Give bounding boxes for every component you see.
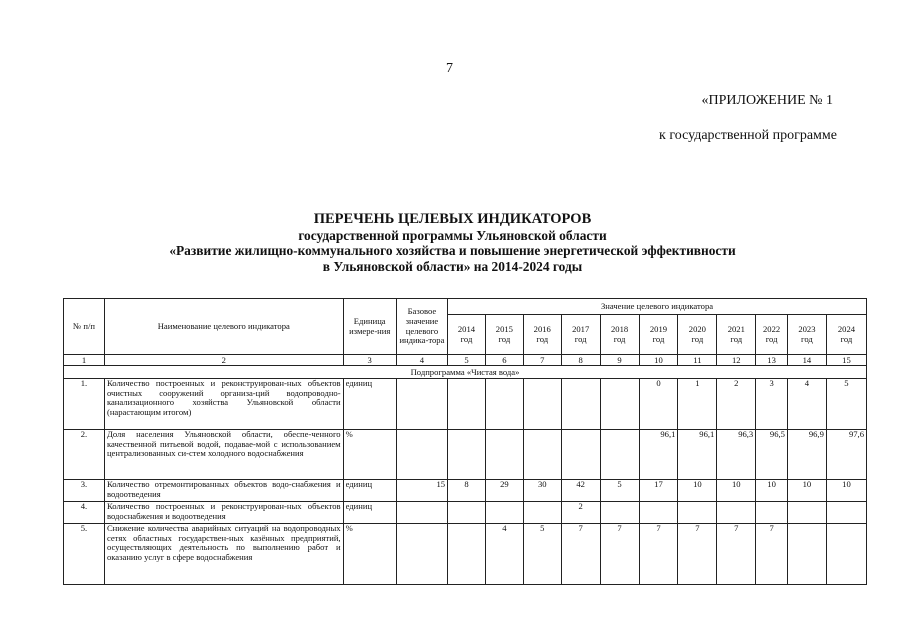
indicator-name: Доля населения Ульяновской области, обеспе-ченного качественной питьевой водой, подавае-мой с использованием централизованных си-стем холодного водоснабжения xyxy=(104,430,343,480)
header-year-2021 xyxy=(717,315,756,355)
header-year-suffix: год xyxy=(730,333,743,344)
year-value xyxy=(485,430,523,480)
title-line-3: «Развитие жилищно-коммунального хозяйства и повышение энергетической эффективности xyxy=(169,243,736,258)
header-year-suffix: год xyxy=(765,333,778,344)
column-number: 9 xyxy=(600,355,639,366)
column-number: 7 xyxy=(523,355,561,366)
year-value: 17 xyxy=(639,480,678,502)
year-value xyxy=(448,430,486,480)
year-value: 5 xyxy=(826,379,866,430)
header-year-2019 xyxy=(639,315,678,355)
year-value xyxy=(826,524,866,585)
year-value: 29 xyxy=(485,480,523,502)
year-value xyxy=(523,430,561,480)
column-number: 10 xyxy=(639,355,678,366)
column-number: 8 xyxy=(561,355,600,366)
row-number: 2. xyxy=(64,430,105,480)
year-value: 96,9 xyxy=(787,430,826,480)
year-value xyxy=(485,502,523,524)
header-base: Базовое значение целевого индика-тора xyxy=(396,299,447,355)
year-value xyxy=(639,502,678,524)
header-year-suffix: год xyxy=(801,333,813,344)
header-num: № п/п xyxy=(64,299,105,355)
year-value: 96,5 xyxy=(756,430,788,480)
column-number: 12 xyxy=(717,355,756,366)
header-year-value: 2016 xyxy=(533,323,551,334)
year-value: 1 xyxy=(678,379,717,430)
year-value: 3 xyxy=(756,379,788,430)
header-year-2015 xyxy=(485,315,523,355)
header-year-suffix: год xyxy=(498,333,511,344)
indicator-name: Количество построенных и реконструирован-ных объектов водоснабжения и водоотведения xyxy=(104,502,343,524)
year-value xyxy=(561,430,600,480)
header-year-value: 2022 xyxy=(763,323,781,334)
unit-cell: единиц xyxy=(343,502,396,524)
year-value: 96,1 xyxy=(678,430,717,480)
year-value: 5 xyxy=(600,480,639,502)
year-value xyxy=(826,502,866,524)
base-value: 15 xyxy=(396,480,447,502)
indicator-name: Снижение количества аварийных ситуаций на водопроводных сетях областных государствен-ных казённых предприятий, осуществляющих деятельность по выполнению работ и оказанию услуг в сфере водоснабжения xyxy=(104,524,343,585)
header-year-suffix: год xyxy=(613,333,626,344)
base-value xyxy=(396,524,447,585)
base-value xyxy=(396,430,447,480)
year-value: 30 xyxy=(523,480,561,502)
year-value xyxy=(448,524,486,585)
column-number: 13 xyxy=(756,355,788,366)
base-value xyxy=(396,502,447,524)
header-year-2014 xyxy=(448,315,486,355)
header-year-suffix: год xyxy=(460,333,473,344)
document-title xyxy=(0,212,905,274)
year-value xyxy=(523,502,561,524)
header-name: Наименование целевого индикатора xyxy=(104,299,343,355)
year-value xyxy=(756,502,788,524)
page-number: 7 xyxy=(446,61,453,76)
indicators-table xyxy=(63,298,867,585)
header-year-value: 2021 xyxy=(727,323,745,334)
indicator-name: Количество построенных и реконструирован-ных объектов очистных сооружений организа-ций водопроводно-канализационного хозяйства Ульяновской области (нарастающим итогом) xyxy=(104,379,343,430)
header-year-2023 xyxy=(787,315,826,355)
year-value xyxy=(600,430,639,480)
column-number: 4 xyxy=(396,355,447,366)
year-value: 10 xyxy=(826,480,866,502)
table-row xyxy=(64,480,867,502)
year-value: 7 xyxy=(600,524,639,585)
year-value xyxy=(561,379,600,430)
header-year-2020 xyxy=(678,315,717,355)
title-line-2: государственной программы Ульяновской области xyxy=(298,227,607,243)
row-number: 1. xyxy=(64,379,105,430)
year-value xyxy=(448,379,486,430)
year-value: 2 xyxy=(561,502,600,524)
header-year-2022 xyxy=(756,315,788,355)
year-value: 7 xyxy=(639,524,678,585)
unit-cell: % xyxy=(343,430,396,480)
year-value: 10 xyxy=(787,480,826,502)
header-year-value: 2018 xyxy=(610,323,629,334)
year-value: 96,3 xyxy=(717,430,756,480)
column-number: 2 xyxy=(104,355,343,366)
year-value xyxy=(600,502,639,524)
header-year-value: 2017 xyxy=(572,323,590,334)
year-value: 42 xyxy=(561,480,600,502)
base-value xyxy=(396,379,447,430)
year-value xyxy=(523,379,561,430)
year-value: 4 xyxy=(485,524,523,585)
column-number: 5 xyxy=(448,355,486,366)
header-unit: Единица измере-ния xyxy=(343,299,396,355)
header-year-suffix: год xyxy=(691,333,704,344)
header-year-value: 2015 xyxy=(495,323,513,334)
appendix-subtitle: к государственной программе xyxy=(659,128,837,143)
header-year-2018 xyxy=(600,315,639,355)
year-value: 0 xyxy=(639,379,678,430)
row-number: 4. xyxy=(64,502,105,524)
row-number: 5. xyxy=(64,524,105,585)
title-line-4: в Ульяновской области» на 2014-2024 годы xyxy=(322,258,583,274)
column-number: 3 xyxy=(343,355,396,366)
header-year-2017 xyxy=(561,315,600,355)
table-row xyxy=(64,430,867,480)
header-year-suffix: год xyxy=(536,333,549,344)
year-value: 10 xyxy=(717,480,756,502)
year-value: 7 xyxy=(678,524,717,585)
year-value xyxy=(787,502,826,524)
header-year-suffix: год xyxy=(574,333,587,344)
year-value: 7 xyxy=(756,524,788,585)
indicator-name: Количество отремонтированных объектов водо-снабжения и водоотведения xyxy=(104,480,343,502)
header-year-value: 2014 xyxy=(457,323,476,334)
year-value xyxy=(485,379,523,430)
year-value: 96,1 xyxy=(639,430,678,480)
header-value-group: Значение целевого индикатора xyxy=(448,299,867,315)
subprogram-header: Подпрограмма «Чистая вода» xyxy=(64,366,867,379)
column-number: 6 xyxy=(485,355,523,366)
year-value: 97,6 xyxy=(826,430,866,480)
table-row xyxy=(64,524,867,585)
column-number: 15 xyxy=(826,355,866,366)
header-year-2024 xyxy=(826,315,866,355)
year-value: 4 xyxy=(787,379,826,430)
year-value: 10 xyxy=(678,480,717,502)
year-value xyxy=(600,379,639,430)
appendix-heading: «ПРИЛОЖЕНИЕ № 1 xyxy=(701,93,833,108)
header-year-value: 2023 xyxy=(798,323,816,334)
year-value xyxy=(787,524,826,585)
column-number: 14 xyxy=(787,355,826,366)
year-value xyxy=(448,502,486,524)
header-year-2016 xyxy=(523,315,561,355)
table-row xyxy=(64,502,867,524)
year-value: 7 xyxy=(561,524,600,585)
column-number: 11 xyxy=(678,355,717,366)
header-year-value: 2019 xyxy=(649,323,668,334)
row-number: 3. xyxy=(64,480,105,502)
column-number: 1 xyxy=(64,355,105,366)
header-year-value: 2020 xyxy=(688,323,706,334)
year-value: 10 xyxy=(756,480,788,502)
year-value: 2 xyxy=(717,379,756,430)
header-year-suffix: год xyxy=(840,333,853,344)
year-value: 7 xyxy=(717,524,756,585)
unit-cell: единиц xyxy=(343,379,396,430)
header-year-value: 2024 xyxy=(837,323,856,334)
table-row xyxy=(64,379,867,430)
unit-cell: единиц xyxy=(343,480,396,502)
unit-cell: % xyxy=(343,524,396,585)
title-line-1: ПЕРЕЧЕНЬ ЦЕЛЕВЫХ ИНДИКАТОРОВ xyxy=(313,211,592,227)
year-value: 8 xyxy=(448,480,486,502)
year-value xyxy=(717,502,756,524)
year-value xyxy=(678,502,717,524)
header-year-suffix: год xyxy=(652,333,665,344)
year-value: 5 xyxy=(523,524,561,585)
